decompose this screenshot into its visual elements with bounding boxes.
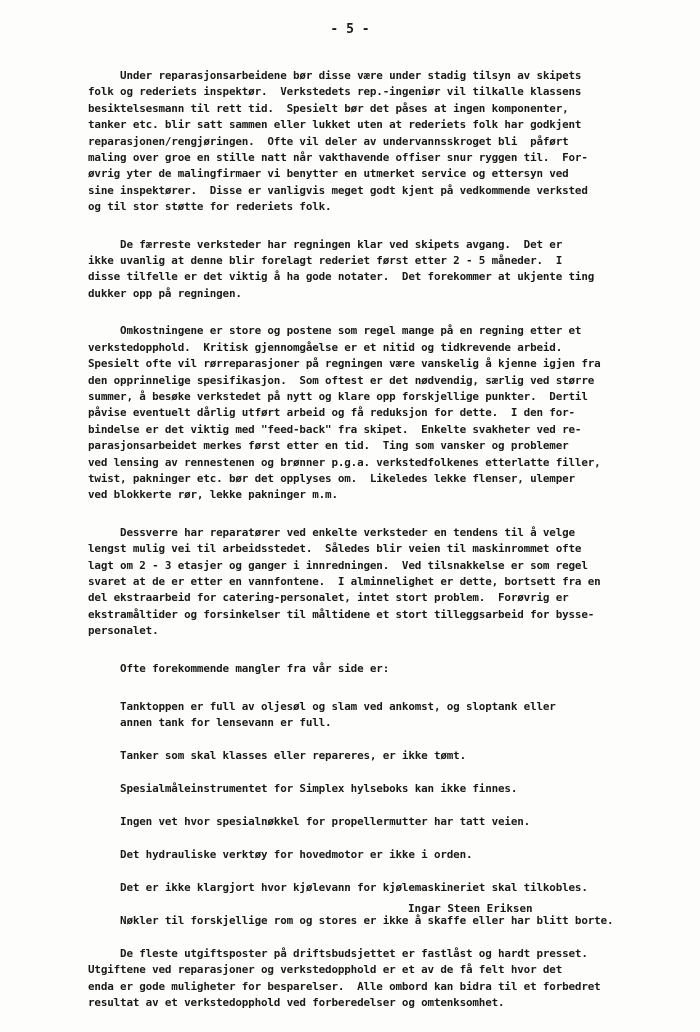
list-item: Det er ikke klargjort hvor kjølevann for kjølemaskineriet skal tilkobles. — [88, 880, 588, 894]
document-body — [88, 68, 688, 1032]
list-item: Det hydrauliske verktøy for hovedmotor er ikke i orden. — [88, 848, 473, 862]
page-number: - 5 - — [330, 22, 370, 37]
list-item: Nøkler til forskjellige rom og stores er ikke å skaffe eller har blitt borte. — [88, 913, 614, 927]
deficiency-list — [88, 699, 688, 929]
paragraph-repair-supervision: Under reparasjonsarbeidene bør disse være under stadig tilsyn av skipets folk og rederiets inspektør. Verkstedets rep.-ingeniør vil tilkalle klassens besiktelsesmann til rett tid. Spesielt bør det påses at ingen komponenter, tanker etc. blir satt sammen eller lukket uten at rederiets folk har godkjent reparasjonen/rengjøringen. Ofte vil deler av undervannsskroget bli påført maling over groe en stille natt når vakthavende offiser snur ryggen til. For- øvrig yter de malingfirmaer vi benytter en utmerket service og ettersyn ved sine inspektører. Disse er vanligvis meget godt kjent på vedkommende verksted og til stor støtte for rederiets folk. — [88, 69, 588, 214]
paragraph-invoice-timing: De færreste verksteder har regningen klar ved skipets avgang. Det er ikke uvanlig at denne blir forelagt rederiet først etter 2 - 5 måneder. I disse tilfelle er det viktig å ha gode notater. Det forekommer at ukjente ting dukker opp på regningen. — [88, 237, 595, 300]
list-item: Tanktoppen er full av oljesøl og slam ved ankomst, og sloptank eller annen tank for lensevann er full. — [120, 700, 556, 730]
author-signature: Ingar Steen Eriksen — [408, 902, 533, 915]
paragraph-repairmen-route: Dessverre har reparatører ved enkelte verksteder en tendens til å velge lengst mulig vei til arbeidsstedet. Således blir veien til maskinrommet ofte lagt om 2 - 3 etasjer og ganger i innredningen. Ved tilsnakkelse er som regel svaret at de er etter en vannfontene. I alminnelighet er dette, bortsett fra en del ekstraarbeid for catering-personalet, intet stort problem. Forøvrig er ekstramåltider og forsinkelser til måltidene et stort tilleggsarbeid for bysse- personalet. — [88, 525, 601, 638]
paragraph-invoice-review: Omkostningene er store og postene som regel mange på en regning etter et verkstedopphold. Kritisk gjennomgåelse er et nitid og tidkrevende arbeid. Spesielt ofte vil rørreparasjoner på regningen være vanskelig å kjenne igjen fra den opprinnelige spesifikasjon. Som oftest er det nødvendig, særlig ved større summer, å besøke verkstedet på nytt og klare opp forskjellige punkter. Dertil påvise eventuelt dårlig utført arbeid og få reduksjon for dette. I den for- bindelse er det viktig med "feed-back" fra skipet. Enkelte svakheter ved re- parasjonsarbeidet merkes først etter en tid. Ting som vansker og problemer ved lensing av rennestenen og brønner p.g.a. verkstedfolkenes etterlatte filler, twist, pakninger etc. bør det opplyses om. Likeledes lekke flenser, ulemper ved blokkerte rør, lekke pakninger m.m. — [88, 324, 601, 502]
list-item: Ingen vet hvor spesialnøkkel for propellermutter har tatt veien. — [88, 815, 531, 829]
closing-paragraph: De fleste utgiftsposter på driftsbudsjettet er fastlåst og hardt presset. Utgiftene ved reparasjoner og verkstedopphold er et av de få felt hvor det enda er gode muligheter for besparelser. Alle ombord kan bidra til et forbedret resultat av et verkstedopphold ved forberedelser og omtenksomhet. — [88, 946, 601, 1009]
list-intro: Ofte forekommende mangler fra vår side er: — [88, 661, 390, 675]
list-item: Tanker som skal klasses eller repareres, er ikke tømt. — [88, 749, 466, 763]
list-item: Spesialmåleinstrumentet for Simplex hylseboks kan ikke finnes. — [88, 782, 518, 796]
